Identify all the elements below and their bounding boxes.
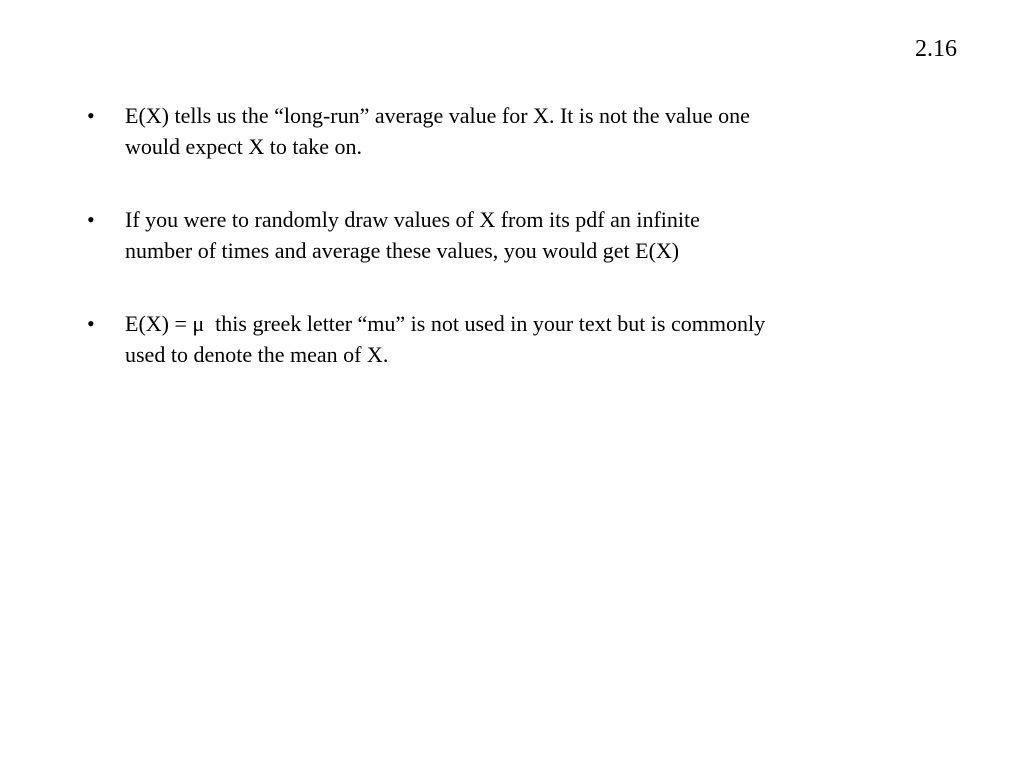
bullet-text-line: number of times and average these values, you would get E(X)	[125, 238, 680, 263]
bullet-item	[87, 100, 887, 162]
bullet-text-line: If you were to randomly draw values of X from its pdf an infinite	[125, 207, 700, 232]
bullet-marker: •	[87, 207, 95, 232]
bullet-item	[87, 308, 887, 370]
bullet-text-line: used to denote the mean of X.	[125, 342, 389, 367]
bullet-marker: •	[87, 103, 95, 128]
slide-number: 2.16	[915, 36, 957, 62]
bullet-marker: •	[87, 311, 95, 336]
bullet-list	[87, 100, 887, 412]
bullet-text-line: E(X) tells us the “long-run” average value for X. It is not the value one	[125, 103, 750, 128]
bullet-text-line: E(X) = μ this greek letter “mu” is not used in your text but is commonly	[125, 311, 766, 336]
bullet-item	[87, 204, 887, 266]
bullet-text-line: would expect X to take on.	[125, 134, 363, 159]
